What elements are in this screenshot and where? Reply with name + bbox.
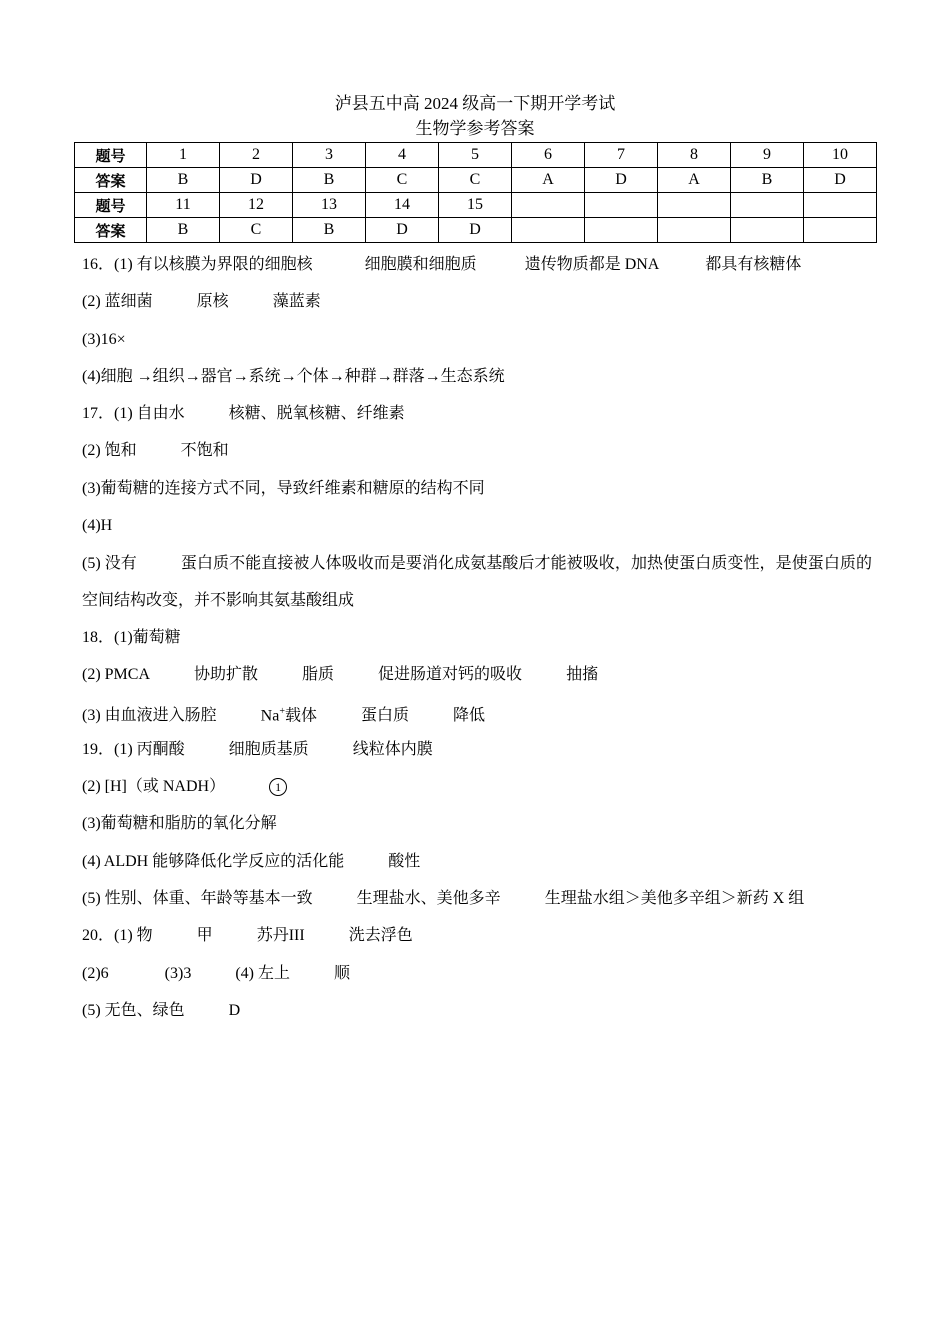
answer-text: 线粒体内膜 <box>352 741 433 758</box>
answer-text: 苏丹III <box>256 927 305 944</box>
answer-cell: D <box>804 168 877 193</box>
question-number-cell: 15 <box>439 193 512 218</box>
answer-text: 原核 <box>196 293 229 310</box>
q16-line1 <box>82 254 801 276</box>
answer-text: (2) PMCA <box>82 666 151 683</box>
q19-line4 <box>82 851 420 873</box>
answer-cell <box>658 218 731 243</box>
question-number-cell <box>585 193 658 218</box>
answer-cell <box>731 218 804 243</box>
question-number-cell: 9 <box>731 143 804 168</box>
answer-cell: D <box>439 218 512 243</box>
answer-text: (2) [H]（或 NADH） <box>82 778 226 795</box>
q19-line1 <box>82 739 433 761</box>
answer-text: 促进肠道对钙的吸收 <box>378 666 523 683</box>
answer-text: 都具有核糖体 <box>705 256 802 273</box>
answer-cell: B <box>293 218 366 243</box>
q20-line2 <box>82 963 350 985</box>
q20-line3 <box>82 1000 240 1022</box>
question-number-cell: 1 <box>147 143 220 168</box>
answer-text: 20．(1) 物 <box>82 927 153 944</box>
q17-line2 <box>82 440 229 462</box>
question-number-cell <box>658 193 731 218</box>
answer-text: 甲 <box>196 927 213 944</box>
question-number-cell: 10 <box>804 143 877 168</box>
answer-cell <box>512 218 585 243</box>
superscript: + <box>279 706 285 717</box>
question-number-cell <box>804 193 877 218</box>
answer-text: 顺 <box>333 965 350 982</box>
question-number-cell: 13 <box>293 193 366 218</box>
answer-text: 酸性 <box>388 853 421 870</box>
q17-line3: (3)葡萄糖的连接方式不同，导致纤维素和糖原的结构不同 <box>82 480 485 497</box>
answer-text: (3)3 <box>164 965 192 982</box>
answer-cell: D <box>585 168 658 193</box>
q19-line2 <box>82 776 287 798</box>
q17-line5 <box>82 545 872 619</box>
answer-text: 抽搐 <box>566 666 599 683</box>
question-number-cell: 7 <box>585 143 658 168</box>
question-number-cell: 3 <box>293 143 366 168</box>
doc-subtitle: 生物学参考答案 <box>415 119 535 138</box>
question-number-cell: 5 <box>439 143 512 168</box>
row-label-answer: 答案 <box>75 168 147 193</box>
answer-text: Na <box>260 707 280 725</box>
question-number-cell <box>512 193 585 218</box>
answer-text: 细胞膜和细胞质 <box>364 256 477 273</box>
answer-text: 降低 <box>453 707 486 725</box>
answer-cell: B <box>147 168 220 193</box>
answer-text: (3) 由血液进入肠腔 <box>82 707 217 725</box>
q18-line3 <box>82 701 485 727</box>
answer-cell: B <box>731 168 804 193</box>
answer-text: 脂质 <box>302 666 335 683</box>
question-number-cell: 4 <box>366 143 439 168</box>
q17-line4: (4)H <box>82 517 113 534</box>
q19-line3: (3)葡萄糖和脂肪的氧化分解 <box>82 815 277 832</box>
question-number-cell: 11 <box>147 193 220 218</box>
q17-line1 <box>82 403 405 425</box>
answer-table <box>74 142 877 243</box>
question-number-cell: 6 <box>512 143 585 168</box>
question-number-cell <box>731 193 804 218</box>
answer-cell: B <box>147 218 220 243</box>
doc-title: 泸县五中高 2024 级高一下期开学考试 <box>334 94 616 113</box>
answer-cell: D <box>220 168 293 193</box>
q16-line4: (4)细胞 →组织→器官→系统→个体→种群→群落→生态系统 <box>82 368 505 385</box>
table-row-question-numbers <box>75 193 877 218</box>
answer-text: (5) 没有 <box>82 555 137 572</box>
q18-line1: 18．(1)葡萄糖 <box>82 629 181 646</box>
q16-line2 <box>82 291 321 313</box>
answer-text: 19．(1) 丙酮酸 <box>82 741 185 758</box>
answer-text: (5) 无色、绿色 <box>82 1002 185 1019</box>
answer-text: (5) 性别、体重、年龄等基本一致 <box>82 890 313 907</box>
answer-text: 协助扩散 <box>194 666 259 683</box>
answer-text: 遗传物质都是 DNA <box>524 256 660 273</box>
answer-text: 蛋白质 <box>360 707 409 725</box>
question-number-cell: 2 <box>220 143 293 168</box>
answer-text: D <box>228 1002 241 1019</box>
answer-text: (4) ALDH 能够降低化学反应的活化能 <box>82 853 345 870</box>
row-label-question: 题号 <box>75 193 147 218</box>
question-number-cell: 14 <box>366 193 439 218</box>
row-label-answer: 答案 <box>75 218 147 243</box>
answer-text: (2) 饱和 <box>82 442 137 459</box>
q18-line2 <box>82 664 598 686</box>
question-number-cell: 12 <box>220 193 293 218</box>
table-row-answers <box>75 218 877 243</box>
row-label-question: 题号 <box>75 143 147 168</box>
answer-cell: C <box>220 218 293 243</box>
q16-line3: (3)16× <box>82 331 126 348</box>
answer-text: 17．(1) 自由水 <box>82 405 185 422</box>
answer-text: (2)6 <box>82 965 109 982</box>
answer-text: (2) 蓝细菌 <box>82 293 153 310</box>
answer-cell: C <box>366 168 439 193</box>
answer-cell: C <box>439 168 512 193</box>
table-row-question-numbers <box>75 143 877 168</box>
answer-text: 载体 <box>284 707 317 725</box>
answer-cell: D <box>366 218 439 243</box>
answer-cell <box>804 218 877 243</box>
answer-text: 不饱和 <box>180 442 229 459</box>
answer-text: 生理盐水组＞美他多辛组＞新药 X 组 <box>544 890 805 907</box>
answer-text: 生理盐水、美他多辛 <box>356 890 501 907</box>
question-number-cell: 8 <box>658 143 731 168</box>
answer-cell: A <box>658 168 731 193</box>
answer-text: 核糖、脱氧核糖、纤维素 <box>228 405 405 422</box>
answer-text: 16．(1) 有以核膜为界限的细胞核 <box>82 256 313 273</box>
answer-text: 蛋白质不能直接被人体吸收而是要消化成氨基酸后才能被吸收，加热使蛋白质变性，是使蛋白质的空间结构改变，并不影响其氨基酸组成 <box>82 555 872 609</box>
circled-number: 1 <box>269 778 287 796</box>
table-row-answers <box>75 168 877 193</box>
answer-text: 洗去浮色 <box>348 927 413 944</box>
q20-line1 <box>82 925 413 947</box>
answer-text: (4) 左上 <box>235 965 290 982</box>
q19-line5 <box>82 888 804 910</box>
answer-cell: B <box>293 168 366 193</box>
answer-text: 藻蓝素 <box>272 293 321 310</box>
answer-text: 细胞质基质 <box>228 741 309 758</box>
answer-cell <box>585 218 658 243</box>
answer-cell: A <box>512 168 585 193</box>
